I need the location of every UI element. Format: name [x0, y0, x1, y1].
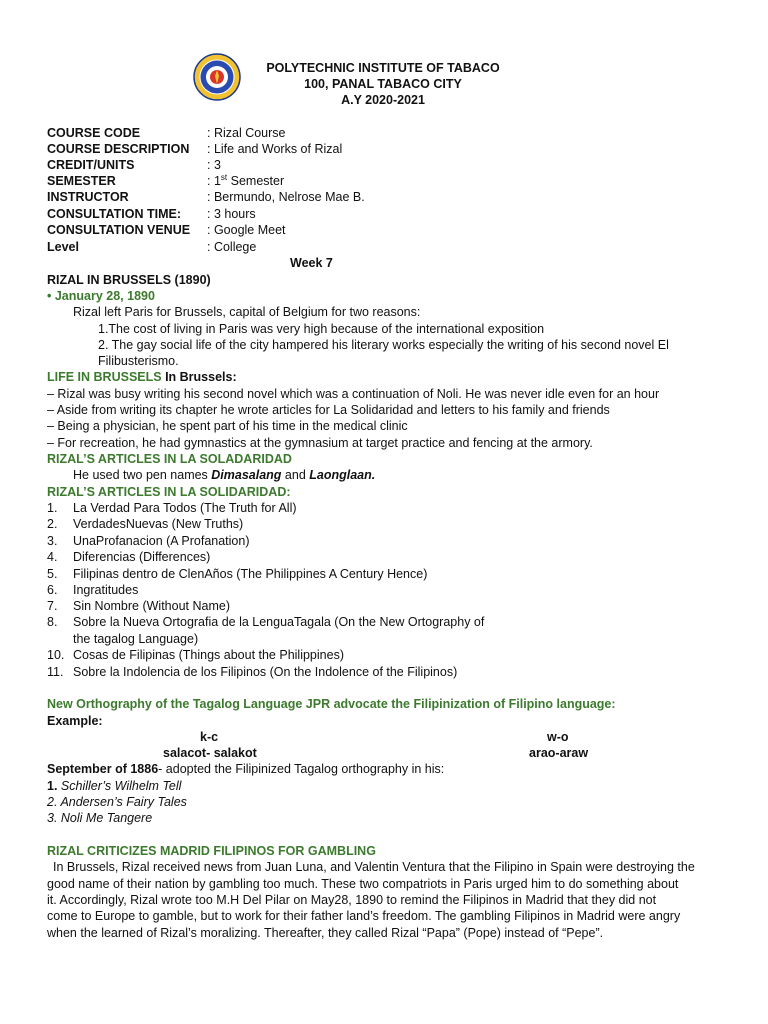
list-item-number: 6.: [47, 583, 58, 597]
work-title: Andersen’s Fairy Tales: [60, 795, 187, 809]
institution-address: 100, PANAL TABACO CITY: [304, 77, 462, 91]
institution-name: POLYTECHNIC INSTITUTE OF TABACO: [266, 61, 500, 75]
list-item: Sobre la Nueva Ortografia de la LenguaTagala (On the New Ortography of: [73, 615, 485, 629]
consultation-venue-value: : Google Meet: [207, 223, 286, 237]
life-line-4: – For recreation, he had gymnastics at the gymnasium at target practice and fencing at the armory.: [47, 436, 593, 450]
life-line-3: – Being a physician, he spent part of his time in the medical clinic: [47, 419, 408, 433]
section-title-brussels: RIZAL IN BRUSSELS (1890): [47, 273, 211, 287]
semester-value: [207, 173, 284, 189]
consultation-time-value: : 3 hours: [207, 207, 256, 221]
list-item: UnaProfanacion (A Profanation): [73, 534, 250, 548]
orthography-heading: New Orthography of the Tagalog Language JPR advocate the Filipinization of Filipino language:: [47, 697, 616, 711]
gambling-line-2: good name of their nation by gambling too much. These two compatriots in Paris urged him to do something about: [47, 877, 679, 891]
example-arao: arao-araw: [529, 746, 589, 760]
semester-value-prefix: : 1: [207, 174, 221, 188]
brussels-date: • January 28, 1890: [47, 289, 155, 303]
consultation-venue-label: CONSULTATION VENUE: [47, 223, 191, 237]
academic-year: A.Y 2020-2021: [341, 93, 425, 107]
school-seal-logo: [193, 53, 241, 101]
level-value: : College: [207, 240, 257, 254]
september-bold: September of 1886: [47, 762, 159, 776]
work-number: 3.: [47, 811, 61, 825]
life-line-2: – Aside from writing its chapter he wrote articles for La Solidaridad and letters to his family and friends: [47, 403, 610, 417]
work-item: [47, 810, 152, 826]
example-salacot: salacot- salakot: [163, 746, 257, 760]
gambling-line-4: come to Europe to gamble, but to work for their father land’s freedom. The gambling Filipinos in Madrid were angry: [47, 909, 681, 923]
list-item-number: 7.: [47, 599, 58, 613]
list-item-number: 4.: [47, 550, 58, 564]
consultation-time-label: CONSULTATION TIME:: [47, 207, 182, 221]
pen-name-1: Dimasalang: [211, 468, 282, 482]
example-kc: k-c: [200, 730, 219, 744]
course-code-label: COURSE CODE: [47, 126, 141, 140]
list-item-number: 8.: [47, 615, 58, 629]
course-code-value: : Rizal Course: [207, 126, 286, 140]
credit-units-label: CREDIT/UNITS: [47, 158, 135, 172]
week-label: Week 7: [290, 256, 333, 270]
list-item: Ingratitudes: [73, 583, 139, 597]
course-description-label: COURSE DESCRIPTION: [47, 142, 190, 156]
life-line-1: – Rizal was busy writing his second novel which was a continuation of Noli. He was never idle even for an hour: [47, 387, 660, 401]
brussels-intro: Rizal left Paris for Brussels, capital of Belgium for two reasons:: [73, 305, 421, 319]
list-item: Diferencias (Differences): [73, 550, 211, 564]
list-item-number: 3.: [47, 534, 58, 548]
gambling-heading: RIZAL CRITICIZES MADRID FILIPINOS FOR GAMBLING: [47, 844, 376, 858]
list-item-number: 11.: [47, 665, 64, 679]
work-number: 1.: [47, 779, 61, 793]
brussels-reason-1: 1.The cost of living in Paris was very high because of the international exposition: [98, 322, 545, 336]
instructor-label: INSTRUCTOR: [47, 190, 129, 204]
list-item: Filipinas dentro de ClenAños (The Philippines A Century Hence): [73, 567, 428, 581]
list-item-number: 1.: [47, 501, 58, 515]
list-item-number: 2.: [47, 517, 58, 531]
level-label: Level: [47, 240, 79, 254]
pen-names-line: [73, 467, 375, 483]
gambling-line-3: it. Accordingly, Rizal wrote too M.H Del Pilar on May28, 1890 to remind the Filipinos in Madrid that they did not: [47, 893, 657, 907]
instructor-value: : Bermundo, Nelrose Mae B.: [207, 190, 365, 204]
life-heading-rest: In Brussels:: [161, 370, 237, 384]
semester-value-suffix: Semester: [227, 174, 285, 188]
september-line: [47, 761, 444, 777]
list-item-continuation: the tagalog Language): [73, 632, 199, 646]
pen-name-2: Laonglaan.: [309, 468, 376, 482]
list-item-number: 10.: [47, 648, 65, 662]
gambling-line-1: In Brussels, Rizal received news from Juan Luna, and Valentin Ventura that the Filipino in Spain were destroying the: [53, 860, 695, 874]
september-rest: - adopted the Filipinized Tagalog orthography in his:: [158, 762, 445, 776]
example-wo: w-o: [547, 730, 569, 744]
list-item: La Verdad Para Todos (The Truth for All): [73, 501, 297, 515]
brussels-reason-2-line2: Filibusterismo.: [98, 354, 179, 368]
semester-value-sup: st: [220, 172, 228, 182]
list-item: Sobre la Indolencia de los Filipinos (On the Indolence of the Filipinos): [73, 665, 458, 679]
list-item: Cosas de Filipinas (Things about the Philippines): [73, 648, 344, 662]
work-title: Schiller’s Wilhelm Tell: [60, 779, 182, 793]
semester-label: SEMESTER: [47, 174, 116, 188]
brussels-reason-2-line1: 2. The gay social life of the city hampered his literary works especially the writing of his second novel El: [98, 338, 669, 352]
work-number: 2.: [47, 795, 61, 809]
credit-units-value: : 3: [207, 158, 221, 172]
articles-heading: RIZAL’S ARTICLES IN LA SOLIDARIDAD:: [47, 485, 291, 499]
gambling-line-5: when the learned of Rizal’s moralizing. Thereafter, they called Rizal “Papa” (Pope) instead of “Pepe”.: [47, 926, 604, 940]
work-item: [47, 794, 187, 810]
life-in-brussels-heading: [47, 369, 237, 385]
pen-names-prefix: He used two pen names: [73, 468, 212, 482]
soladaridad-heading: RIZAL’S ARTICLES IN LA SOLADARIDAD: [47, 452, 292, 466]
work-title: Noli Me Tangere: [60, 811, 153, 825]
document-header: [240, 60, 526, 108]
list-item-number: 5.: [47, 567, 58, 581]
list-item: Sin Nombre (Without Name): [73, 599, 230, 613]
list-item: VerdadesNuevas (New Truths): [73, 517, 244, 531]
course-description-value: : Life and Works of Rizal: [207, 142, 343, 156]
pen-names-and: and: [281, 468, 310, 482]
work-item: [47, 778, 181, 794]
life-heading-green: LIFE IN BRUSSELS: [47, 370, 162, 384]
example-label: Example:: [47, 714, 103, 728]
